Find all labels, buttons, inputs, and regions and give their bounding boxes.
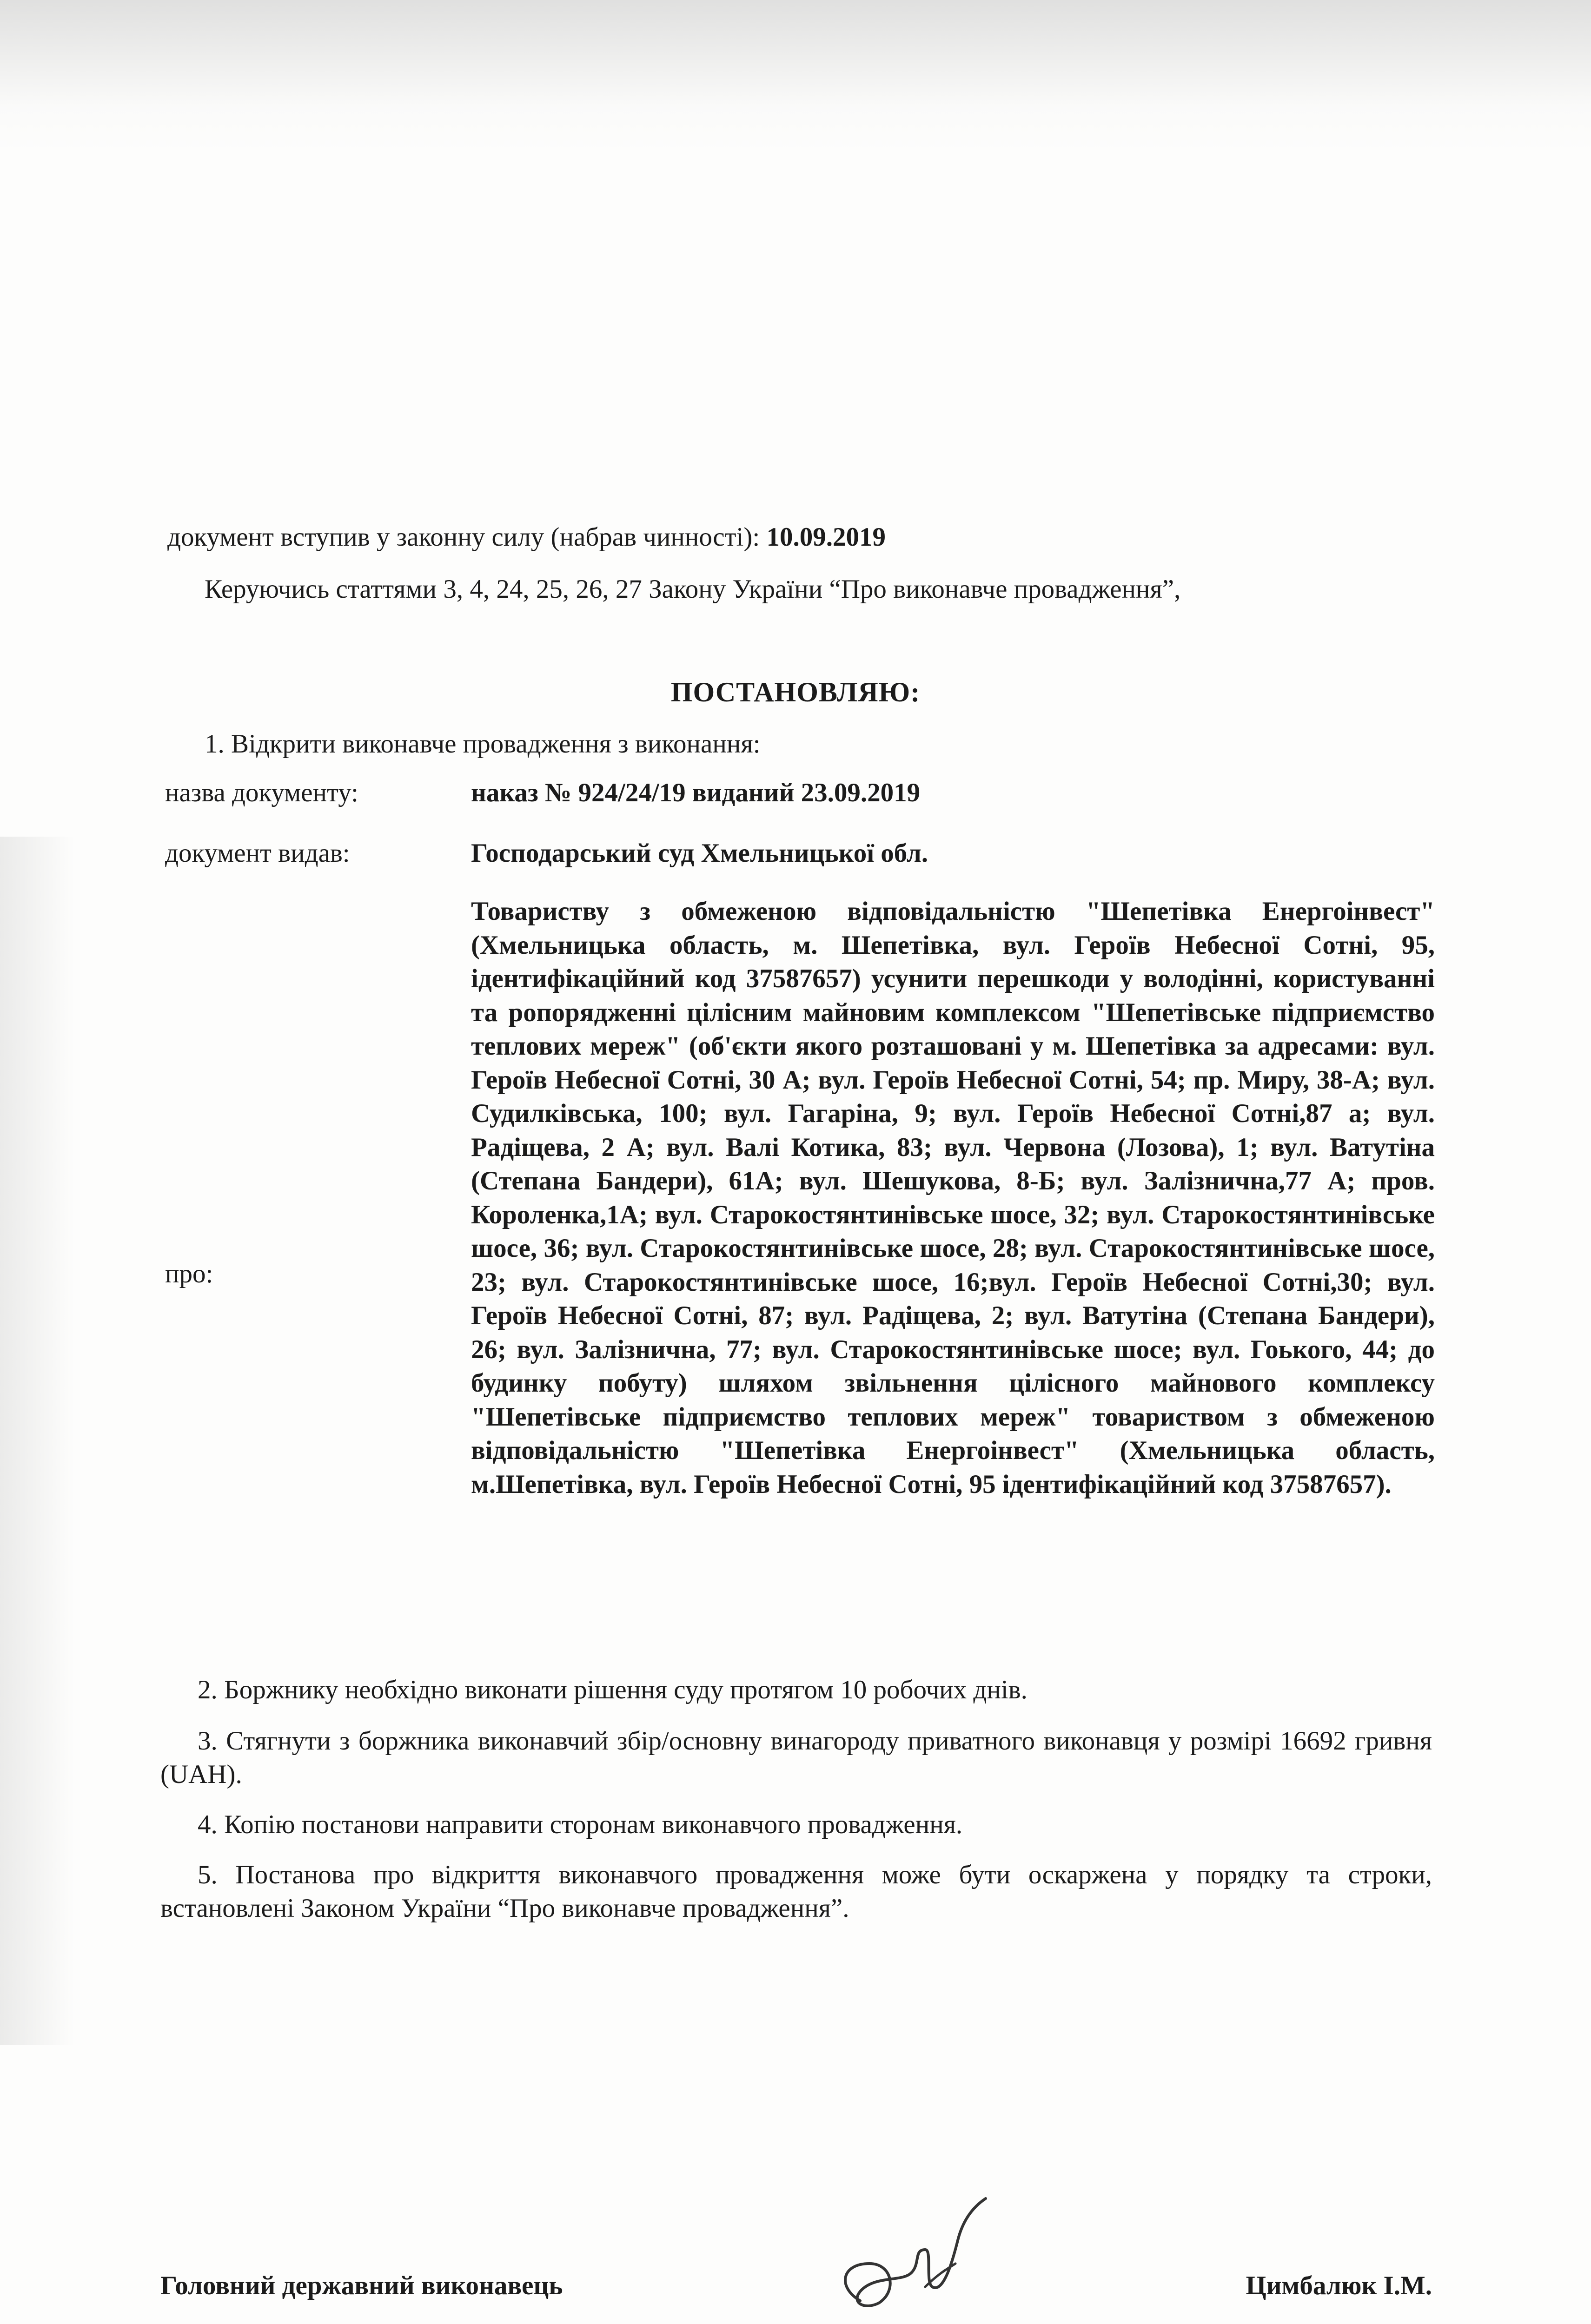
doc-name-label: назва документу: [165,778,358,807]
about-label: про: [165,1259,213,1288]
entry-into-force-date: 10.09.2019 [766,522,886,552]
signer-position: Головний державний виконавець [160,2271,563,2300]
scan-bleed-through [0,837,74,2045]
doc-name-value: наказ № 924/24/19 виданий 23.09.2019 [471,778,921,807]
scan-shadow [0,0,1591,153]
issued-by-label: документ видав: [165,838,350,868]
about-value: Товариству з обмеженою відповідальністю "Шепетівка Енергоінвест" (Хмельницька область, м. Шепетівка, вул. Героїв Небесної Сотні, 95, ідентифікаційний код 37587657) усунити перешкоди у володінні, користуванні та ропорядженні цілісним майновим комплексом "Шепетівське підприємство теплових мереж" (об'єкти якого розташовані у м. Шепетівка за адресами: вул. Героїв Небесної Сотні, 30 А; вул. Героїв Небесної Сотні, 54; пр. Миру, 38-А; вул. Судилківська, 100; вул. Гагаріна, 9; вул. Героїв Небесної Сотні,87 а; вул. Радіщева, 2 А; вул. Валі Котика, 83; вул. Червона (Лозова), 1; вул. Ватутіна (Степана Бандери), 61А; вул. Шешукова, 8-Б; вул. Залізнична,77 А; пров. Короленка,1А; вул. Старокостянтинівське шосе, 32; вул. Старокостянтинівське шосе, 36; вул. Старокостянтинівське шосе, 28; вул. Старокостянтинівське шосе, 23; вул. Старокостянтинівське шосе, 16;вул. Героїв Небесної Сотні,30; вул. Героїв Небесної Сотні, 87; вул. Радіщева, 2; вул. Ватутіна (Степана Бандери), 26; вул. Залізнична, 77; вул. Старокостянтинівське шосе; вул. Гоького, 44; до будинку побуту) шляхом звільнення цілісного майнового комплексу "Шепетівське підприємство теплових мереж" товариством з обмеженою відповідальністю "Шепетівка Енергоінвест" (Хмельницька область, м.Шепетівка, вул. Героїв Небесної Сотні, 95 ідентифікаційний код 37587657). [471,897,1435,1499]
entry-into-force-label: документ вступив у законну силу (набрав чинності): [167,522,760,552]
signer-name: Цимбалюк І.М. [1246,2271,1432,2300]
item-2: 2. Боржнику необхідно виконати рішення суду протягом 10 робочих днів. [198,1675,1028,1704]
item-1-intro: 1. Відкрити виконавче провадження з виконання: [205,729,761,759]
issued-by-value: Господарський суд Хмельницької обл. [471,838,928,868]
item-4: 4. Копію постанови направити сторонам виконавчого провадження. [198,1810,963,1839]
item-3: 3. Стягнути з боржника виконавчий збір/основну винагороду приватного виконавця у розмірі 16692 гривня (UAH). [160,1726,1432,1789]
item-5: 5. Постанова про відкриття виконавчого провадження може бути оскаржена у порядку та строки, встановлені Законом України “Про виконавче провадження”. [160,1860,1432,1923]
entry-into-force-line [167,521,886,554]
resolution-title: ПОСТАНОВЛЯЮ: [670,677,921,707]
guided-by-line: Керуючись статтями 3, 4, 24, 25, 26, 27 Закону України “Про виконавче провадження”, [205,574,1181,604]
signature-row [160,2271,1432,2312]
